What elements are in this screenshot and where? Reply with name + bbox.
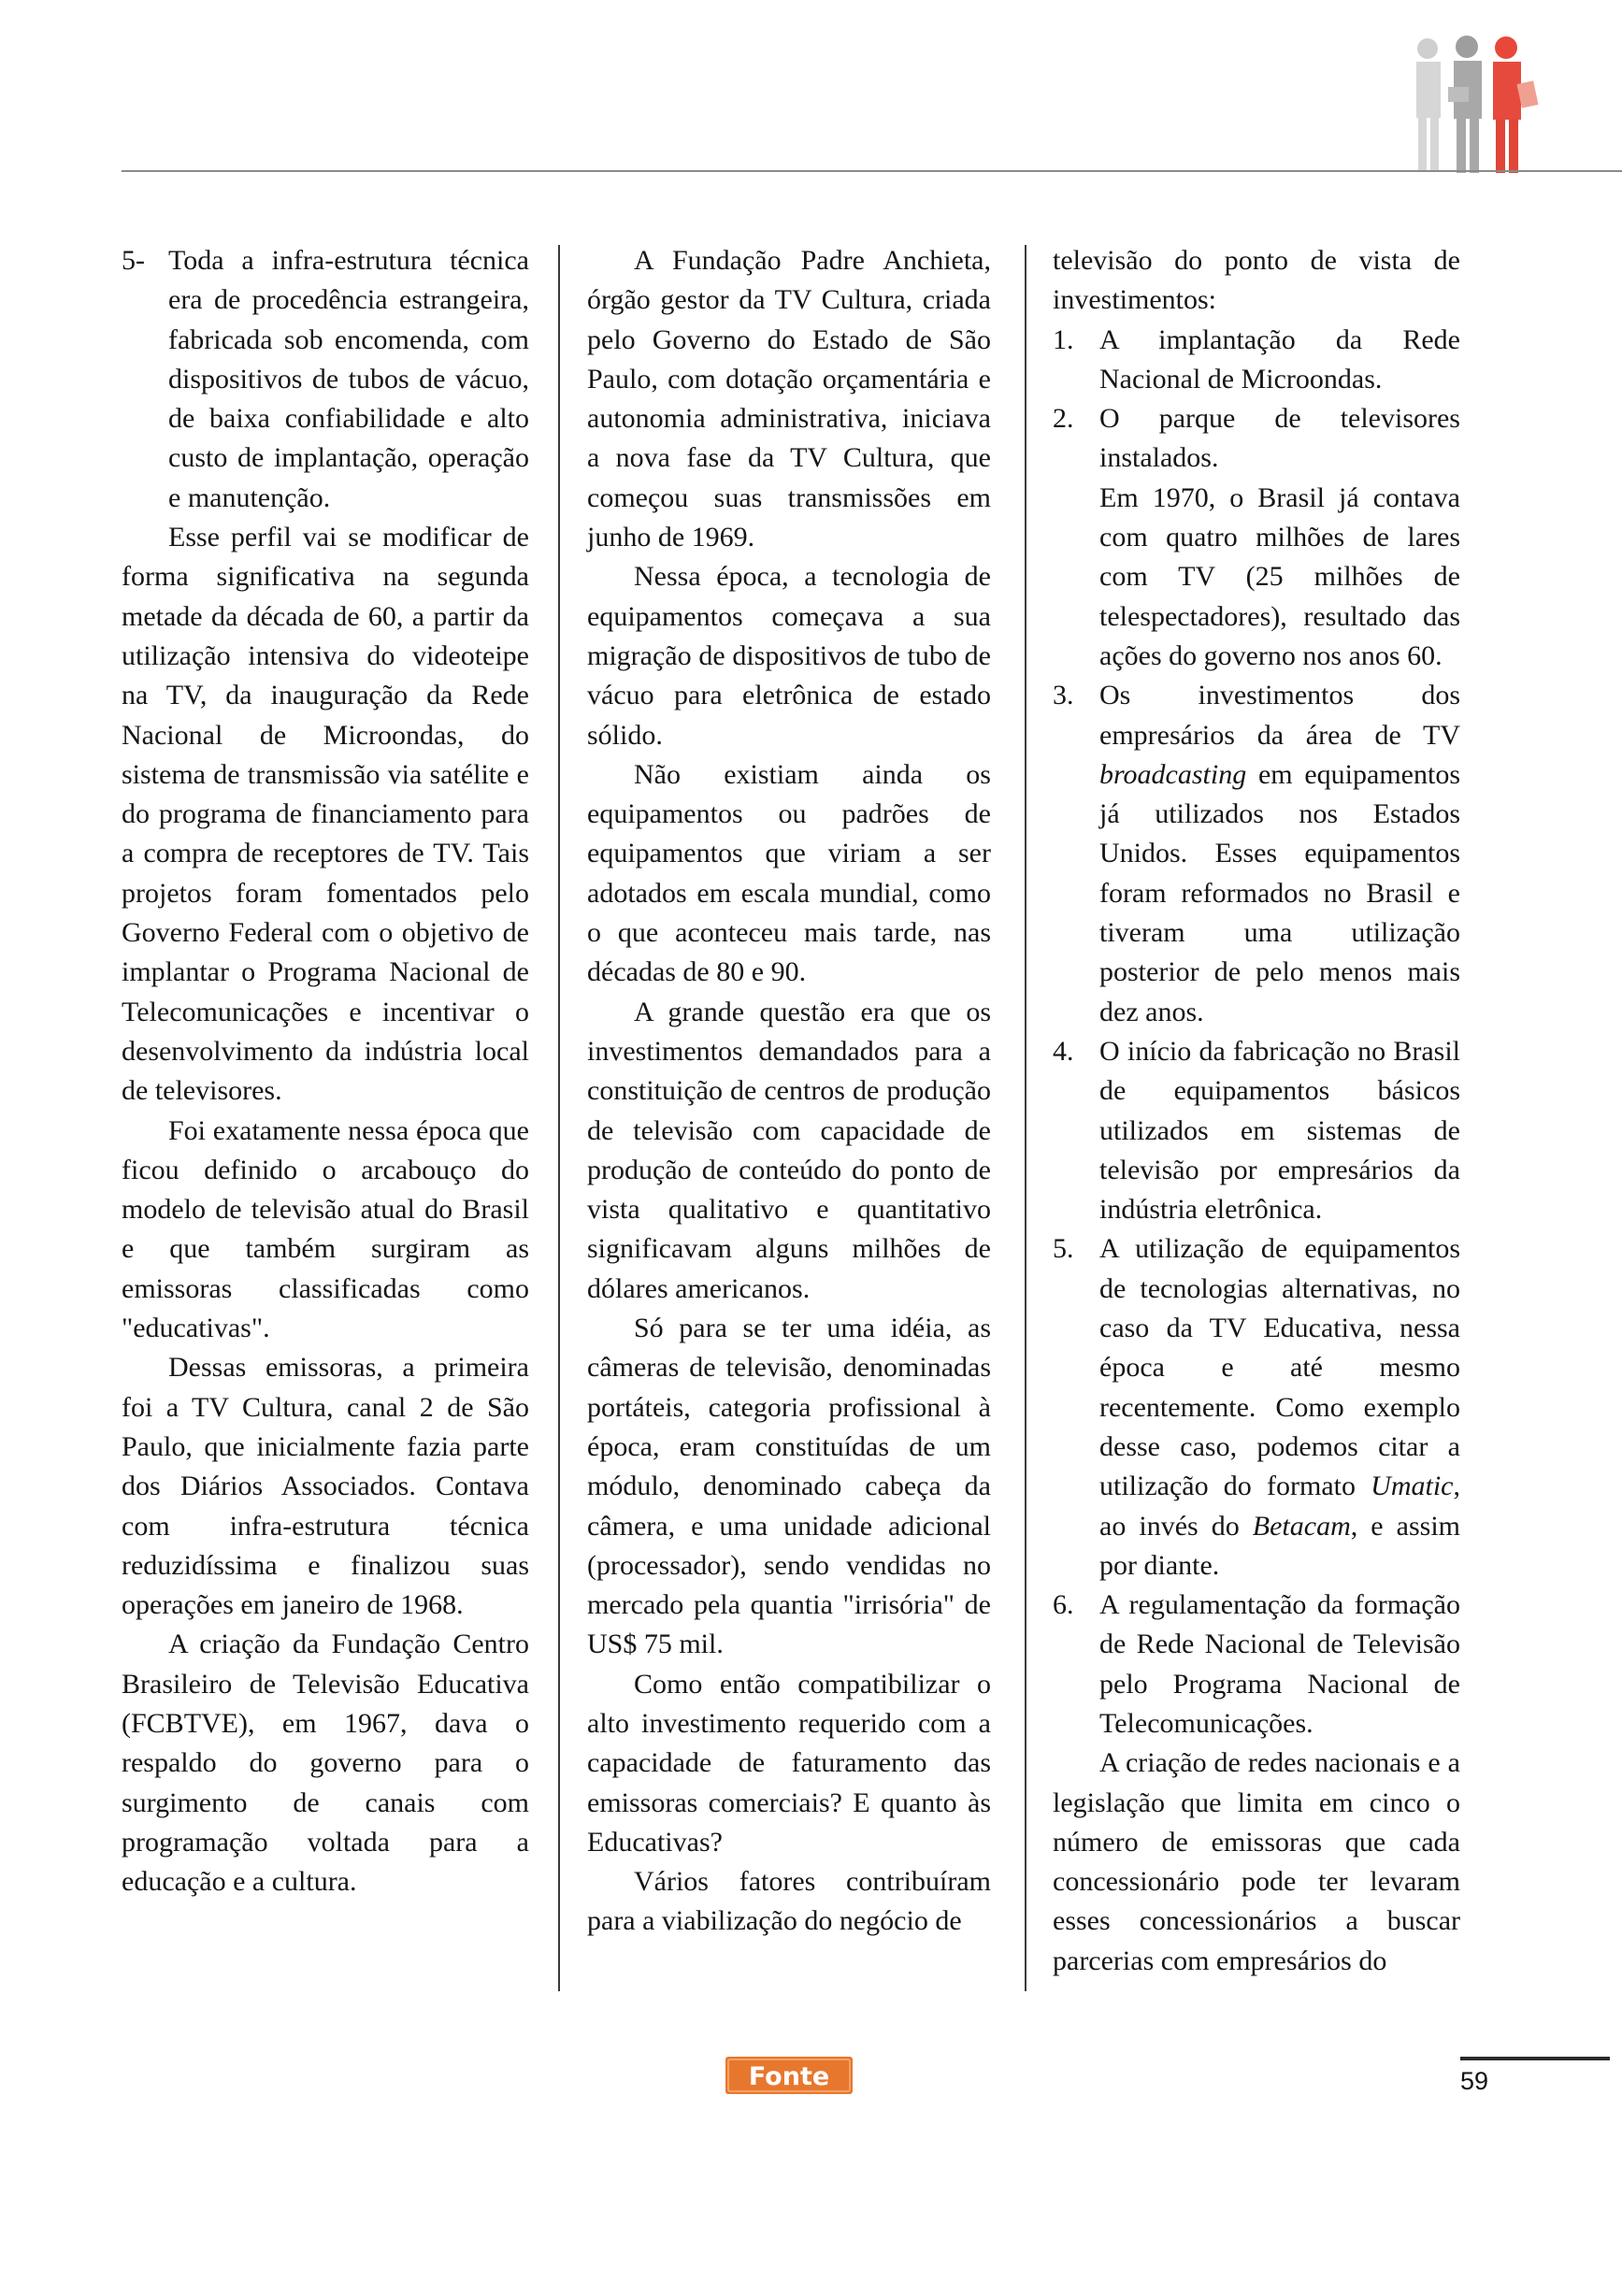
paragraph: A criação de redes nacionais e a legislação que limita em cinco o número de emissoras que cada concessionário pode ter levaram esses concessionários a buscar parcerias com empresários do (1053, 1747, 1460, 1976)
list-item-text (1099, 1229, 1460, 1586)
paragraph: Esse perfil vai se modificar de forma significativa na segunda metade da década de 60, a partir da utilização intensiva do videoteipe na TV, da inauguração da Rede Nacional de Microondas, do sistema de transmissão via satélite e do programa de financiamento para a compra de receptores de TV. Tais projetos foram fomentados pelo Governo Federal com o objetivo de implantar o Programa Nacional de Telecomunicações e incentivar o desenvolvimento da indústria local de televisores. (122, 522, 529, 1107)
paragraph: Vários fatores contribuíram para a viabilização do negócio de (587, 1866, 991, 1937)
column-left (122, 241, 529, 1901)
list-item-number: 2. (1053, 403, 1074, 435)
paragraph: Só para se ter uma idéia, as câmeras de televisão, denominadas portáteis, categoria profissional à época, eram constituídas de um módulo, denominado cabeça da câmera, e uma unidade adicional (processador), sendo vendidas no mercado pela quantia "irrisória" de US$ 75 mil. (587, 1313, 991, 1660)
list-item-text: O parque de televisores instalados. (1099, 403, 1460, 474)
list-item (1053, 1229, 1460, 1586)
list-item (1053, 1032, 1460, 1229)
paragraph: Foi exatamente nessa época que ficou definido o arcabouço do modelo de televisão atual do Brasil e que também surgiram as emissoras classificadas como "educativas". (122, 1114, 529, 1344)
list-item (1053, 321, 1460, 400)
list-item (1053, 399, 1460, 479)
people-group-icon (1407, 36, 1557, 176)
fonte-logo (725, 2057, 853, 2094)
page-number: 59 (1460, 2067, 1489, 2095)
brand-text: Fonte (748, 2062, 830, 2091)
text-run: , ao invés do (1099, 1471, 1460, 1542)
list-item-number: 3. (1053, 680, 1074, 711)
text-run: , e assim por diante. (1099, 1510, 1460, 1581)
list-item-text: A regulamentação da formação de Rede Nacional de Televisão pelo Programa Nacional de Telecomunicações. (1099, 1589, 1460, 1739)
text-run: Os investimentos dos empresários da área de TV (1099, 680, 1460, 751)
list-item-number: 4. (1053, 1035, 1074, 1067)
list-item (122, 241, 529, 518)
emphasis: Betacam (1252, 1510, 1351, 1542)
paragraph: A Fundação Padre Anchieta, órgão gestor da TV Cultura, criada pelo Governo do Estado de São Paulo, com dotação orçamentária e autonomia administrativa, iniciava a nova fase da TV Cultura, que começou suas transmissões em junho de 1969. (587, 245, 991, 553)
column-divider (1025, 245, 1026, 1991)
paragraph: Como então compatibilizar o alto investimento requerido com a capacidade de faturamento das emissoras comerciais? E quanto às Educativas? (587, 1668, 991, 1858)
paragraph: A criação da Fundação Centro Brasileiro de Televisão Educativa (FCBTVE), em 1967, dava o respaldo do governo para o surgimento de canais com programação voltada para a educação e a cultura. (122, 1629, 529, 1898)
list-item (1053, 676, 1460, 1032)
column-middle (587, 241, 991, 1942)
text-run: A utilização de equipamentos de tecnologias alternativas, no caso da TV Educativa, nessa época e até mesmo recentemente. Como exemplo desse caso, podemos citar a utilização do formato (1099, 1233, 1460, 1502)
column-divider (558, 245, 560, 1991)
list-item-text: Toda a infra-estrutura técnica era de procedência estrangeira, fabricada sob encomenda, com dispositivos de tubos de vácuo, de baixa confiabilidade e alto custo de implantação, operação e manutenção. (168, 245, 529, 513)
list-item-text (1099, 676, 1460, 1032)
list-item (1053, 1586, 1460, 1744)
list-item-text: A implantação da Rede Nacional de Microondas. (1099, 323, 1460, 395)
list-item-number: 5. (1053, 1233, 1074, 1265)
paragraph: Não existiam ainda os equipamentos ou padrões de equipamentos que viriam a ser adotados em escala mundial, como o que aconteceu mais tarde, nas décadas de 80 e 90. (587, 758, 991, 988)
emphasis: broadcasting (1099, 758, 1247, 790)
paragraph: Dessas emissoras, a primeira foi a TV Cultura, canal 2 de São Paulo, que inicialmente fazia parte dos Diários Associados. Contava com infra-estrutura técnica reduzidíssima e finalizou suas operações em janeiro de 1968. (122, 1352, 529, 1621)
footer-rule (1460, 2057, 1610, 2060)
list-item-text: O início da fabricação no Brasil de equipamentos básicos utilizados em sistemas de televisão por empresários da indústria eletrônica. (1099, 1035, 1460, 1226)
list-item-number: 6. (1053, 1589, 1074, 1621)
paragraph: televisão do ponto de vista de investimentos: (1053, 245, 1460, 316)
list-item-continuation: Em 1970, o Brasil já contava com quatro milhões de lares com TV (25 milhões de telespectadores), resultado das ações do governo nos anos 60. (1099, 481, 1460, 671)
paragraph: A grande questão era que os investimentos demandados para a constituição de centros de produção de televisão com capacidade de produção de conteúdo do ponto de vista qualitativo e quantitativo significavam alguns milhões de dólares americanos. (587, 996, 991, 1304)
list-item-number: 1. (1053, 323, 1074, 355)
column-right (1053, 241, 1460, 1981)
paragraph: Nessa época, a tecnologia de equipamentos começava a sua migração de dispositivos de tubo de vácuo para eletrônica de estado sólido. (587, 561, 991, 751)
emphasis: Umatic (1371, 1471, 1454, 1502)
header-rule (122, 170, 1622, 172)
text-run: em equipamentos já utilizados nos Estados Unidos. Esses equipamentos foram reformados no Brasil e tiveram uma utilização posterior de pelo menos mais dez anos. (1099, 758, 1460, 1027)
list-item-number: 5- (122, 245, 145, 276)
